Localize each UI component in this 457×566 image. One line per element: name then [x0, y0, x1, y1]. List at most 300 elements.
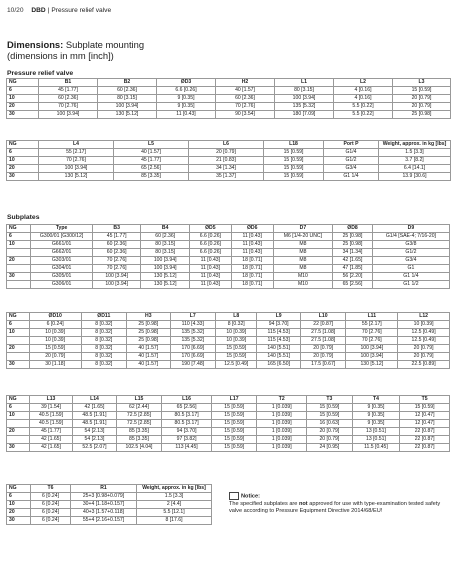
table-cell: 11 [0.43] [189, 273, 231, 281]
table-cell: 24 [0.95] [307, 444, 353, 452]
table-cell: G1 1/4 [372, 273, 449, 281]
table-cell: 40 [1.57] [127, 345, 170, 353]
table-cell: 45 [1.77] [114, 157, 189, 165]
column-header: T2 [257, 396, 307, 404]
table-cell: 55 [2.17] [39, 149, 114, 157]
table-cell: 80 [3.15] [141, 241, 189, 249]
column-header: B1 [39, 79, 98, 87]
column-header: L14 [73, 396, 116, 404]
table-row [7, 241, 450, 249]
subplates-table-4 [6, 484, 212, 525]
table-cell: 13 [0.51] [352, 428, 400, 436]
table-cell: 15 [0.59] [211, 444, 257, 452]
table-cell: M10 [273, 281, 333, 289]
table-cell: 25 [0.98] [393, 111, 451, 119]
table-cell: 20 [0.79] [307, 436, 353, 444]
page-number: 10/20 [7, 7, 24, 14]
table-cell: G306/01 [31, 281, 93, 289]
table-cell: 100 [3.94] [275, 95, 334, 103]
table-cell: 10 [7, 241, 31, 249]
table-cell: 10 [7, 412, 30, 420]
column-header: B3 [92, 225, 140, 233]
subplates-table-1 [6, 224, 450, 289]
column-header: Weight, approx. in kg [lbs] [137, 485, 212, 493]
section-subplates: Subplates [7, 214, 40, 221]
table-row [7, 428, 450, 436]
table-cell: 80 [3.15] [98, 95, 157, 103]
table-cell: G1/4 [324, 149, 379, 157]
table-cell: 30 [7, 173, 39, 181]
table-cell: 6.6 [0.26] [189, 233, 231, 241]
table-cell: 1 [0.039] [257, 428, 307, 436]
column-header: Weight, approx. in kg [lbs] [379, 141, 451, 149]
column-header: T3 [307, 396, 353, 404]
table-cell: 20 [0.79] [398, 353, 450, 361]
table-row [7, 361, 450, 369]
table-row [7, 412, 450, 420]
table-cell: 11 [0.43] [189, 281, 231, 289]
table-cell: G662/01 [31, 249, 93, 257]
notice-title: Notice: [241, 493, 260, 500]
table-cell: 52.5 [2.07] [73, 444, 116, 452]
dimensions-heading [7, 40, 144, 61]
subplates-table-3 [6, 395, 450, 452]
table-cell: 22.5 [0.89] [398, 361, 450, 369]
column-header: L4 [39, 141, 114, 149]
table-cell: 22 [0.87] [400, 436, 450, 444]
column-header: L12 [398, 313, 450, 321]
doc-subtitle: Pressure relief valve [51, 7, 112, 14]
table-cell: 130 [5.12] [346, 361, 398, 369]
table-cell: 140 [5.51] [257, 345, 300, 353]
table-cell: M8 [273, 265, 333, 273]
table-cell: 1.5 [3.3] [379, 149, 451, 157]
table-row [7, 281, 450, 289]
table-cell: 100 [3.94] [141, 265, 189, 273]
column-header: NG [7, 225, 31, 233]
header-row [7, 485, 212, 493]
table-cell: 40+3 [1.57+0.118] [71, 509, 137, 517]
table-cell: 1 [0.039] [257, 404, 307, 412]
table-cell: 10 [7, 329, 30, 337]
table-row [7, 95, 451, 103]
table-cell: 12.5 [0.49] [216, 361, 257, 369]
table-cell: 85 [3.35] [116, 436, 162, 444]
table-cell: 135 [5.32] [170, 337, 216, 345]
table-cell: 180 [7.09] [275, 111, 334, 119]
column-header: H3 [127, 313, 170, 321]
table-cell: 6.6 [0.26] [157, 87, 216, 95]
column-header: R1 [71, 485, 137, 493]
table-cell: 72.5 [2.85] [116, 420, 162, 428]
table-cell: 70 [2.76] [346, 337, 398, 345]
table-cell: 8 [0.32] [81, 353, 127, 361]
table-cell: 20 [7, 428, 30, 436]
table-cell: 110 [4.33] [170, 321, 216, 329]
table-cell: 45 [1.77] [92, 233, 140, 241]
table-cell: 15 [0.59] [400, 404, 450, 412]
table-cell: 60 [2.36] [92, 249, 140, 257]
table-cell: 65 [2.56] [162, 404, 212, 412]
table-cell: G1 [372, 265, 449, 273]
column-header: Port P [324, 141, 379, 149]
table-cell: 15 [0.59] [216, 345, 257, 353]
table-cell: 10 [7, 157, 39, 165]
table-cell: 6 [7, 493, 31, 501]
table-row [7, 353, 450, 361]
table-cell: G3/4 [372, 257, 449, 265]
column-header: L15 [116, 396, 162, 404]
table-cell: G303/01 [31, 257, 93, 265]
table-cell: 40.5 [1.59] [29, 412, 72, 420]
column-header: L13 [29, 396, 72, 404]
table-cell: 10 [7, 501, 31, 509]
table-row [7, 345, 450, 353]
table-row [7, 420, 450, 428]
dimensions-label: Dimensions: [7, 39, 64, 50]
column-header: B4 [141, 225, 189, 233]
column-header: ØD11 [81, 313, 127, 321]
table-cell: 11 [0.43] [231, 249, 273, 257]
table-cell: 25 [0.98] [127, 329, 170, 337]
column-header: L5 [114, 141, 189, 149]
table-cell: 20 [7, 165, 39, 173]
column-header: L10 [300, 313, 346, 321]
table-cell: 70 [2.76] [92, 257, 140, 265]
table-cell [7, 337, 30, 345]
table-cell: 6 [0.24] [29, 321, 81, 329]
table-cell [7, 281, 31, 289]
table-cell: 97 [3.82] [162, 436, 212, 444]
column-header: T5 [400, 396, 450, 404]
table-cell: 27.5 [1.08] [300, 337, 346, 345]
table-cell: 102.5 [4.04] [116, 444, 162, 452]
column-header: ØD8 [333, 225, 373, 233]
column-header: L18 [264, 141, 324, 149]
table-cell: 20 [7, 257, 31, 265]
subplates-table-2 [6, 312, 450, 369]
table-cell: 18 [0.71] [231, 257, 273, 265]
table-row [7, 337, 450, 345]
table-cell: 10 [0.39] [29, 329, 81, 337]
table-cell: 20 [0.79] [398, 345, 450, 353]
table-cell: 45 [1.77] [29, 428, 72, 436]
table-cell: 20 [7, 345, 30, 353]
table-cell: 9 [0.35] [157, 103, 216, 111]
table-cell: 15 [0.59] [211, 420, 257, 428]
column-header: D7 [273, 225, 333, 233]
table-cell: 72.5 [2.85] [116, 412, 162, 420]
table-cell: 60 [2.36] [98, 87, 157, 95]
table-cell: 54 [2.13] [73, 428, 116, 436]
table-cell: 70 [2.76] [39, 103, 98, 111]
table-cell: 40 [1.57] [216, 87, 275, 95]
table-cell: 90 [3.54] [216, 111, 275, 119]
table-cell: 55 [2.17] [346, 321, 398, 329]
table-cell: G1 1/4 [324, 173, 379, 181]
table-cell: 8 [0.32] [81, 361, 127, 369]
table-cell: 8 [0.32] [216, 321, 257, 329]
table-row [7, 265, 450, 273]
table-cell: 80.5 [3.17] [162, 420, 212, 428]
column-header: L9 [257, 313, 300, 321]
table-cell: 20 [0.79] [189, 149, 264, 157]
table-row [7, 517, 212, 525]
table-cell: G1 1/2 [372, 281, 449, 289]
column-header: H2 [216, 79, 275, 87]
table-cell: M8 [273, 257, 333, 265]
table-row [7, 329, 450, 337]
table-row [7, 444, 450, 452]
notice-text-1: The specified subplates are [229, 500, 299, 507]
table-cell: 10 [0.39] [398, 321, 450, 329]
table-cell: 20 [0.79] [29, 353, 81, 361]
table-cell: 12 [0.47] [400, 412, 450, 420]
table-cell: 30 [7, 517, 31, 525]
table-cell: 170 [6.69] [170, 345, 216, 353]
table-row [7, 173, 451, 181]
table-cell: M8 [273, 249, 333, 257]
table-cell: 135 [5.32] [170, 329, 216, 337]
table-cell: 34 [1.34] [189, 165, 264, 173]
table-cell: 27.5 [1.08] [300, 329, 346, 337]
table-cell: 12.5 [0.49] [398, 337, 450, 345]
header-row [7, 396, 450, 404]
table-cell: M6 [1/4-20 UNC] [273, 233, 333, 241]
info-icon [229, 492, 239, 500]
column-header: L17 [211, 396, 257, 404]
table-cell: 15 [0.59] [211, 404, 257, 412]
section-pressure-relief-valve: Pressure relief valve [7, 70, 74, 77]
table-cell: G1/4 [SAE-4; 7/16-20] [372, 233, 449, 241]
table-cell: 1 [0.039] [257, 412, 307, 420]
table-cell: 47 [1.85] [333, 265, 373, 273]
table-cell [7, 353, 30, 361]
table-cell: 30 [7, 444, 30, 452]
table-cell [7, 436, 30, 444]
column-header: L2 [334, 79, 393, 87]
table-cell: 1.5 [3.3] [137, 493, 212, 501]
header-row [7, 313, 450, 321]
table-cell: 100 [3.94] [98, 103, 157, 111]
doc-title: DBD [31, 7, 46, 14]
table-cell: 80.5 [3.17] [162, 412, 212, 420]
table-cell: 22 [0.87] [400, 444, 450, 452]
table-cell: 70 [2.76] [92, 265, 140, 273]
table-cell: 15 [0.59] [264, 165, 324, 173]
notice-box [229, 492, 449, 515]
table-cell: 6.4 [14.1] [379, 165, 451, 173]
notice-text-2: approved for use with type-examination tested safety valve according to Pressure Equipment Directive 2014/68/EU! [229, 500, 441, 514]
table-cell: 15 [0.59] [264, 173, 324, 181]
table-cell: 21 [0.83] [189, 157, 264, 165]
table-cell: 34 [1.34] [333, 249, 373, 257]
column-header: L6 [189, 141, 264, 149]
table-cell: 15 [0.59] [29, 345, 81, 353]
table-cell: 10 [7, 95, 39, 103]
table-cell: 70 [2.76] [346, 329, 398, 337]
column-header: ØD6 [231, 225, 273, 233]
table-cell: 70 [2.76] [39, 157, 114, 165]
table-cell: G304/01 [31, 265, 93, 273]
table-row [7, 321, 450, 329]
table-cell: M10 [273, 273, 333, 281]
table-cell: 42 [1.65] [333, 257, 373, 265]
table-cell: 70 [2.76] [216, 103, 275, 111]
table-row [7, 509, 212, 517]
table-cell: 6.6 [0.26] [189, 249, 231, 257]
table-cell: 60 [2.36] [141, 233, 189, 241]
table-cell: 5.5 [12.1] [137, 509, 212, 517]
column-header: NG [7, 141, 39, 149]
table-cell: 25 [0.98] [127, 337, 170, 345]
table-cell: 16 [0.63] [307, 420, 353, 428]
prv-dimensions-table-1 [6, 78, 451, 119]
table-cell: G300/01 [G300/12] [31, 233, 93, 241]
header-row [7, 79, 451, 87]
table-cell: 15 [0.59] [264, 157, 324, 165]
table-cell: 30 [1.18] [29, 361, 81, 369]
table-cell: 130 [5.12] [39, 173, 114, 181]
table-cell: 60 [2.36] [216, 95, 275, 103]
table-cell: 165 [6.50] [257, 361, 300, 369]
table-cell: 5.5 [0.22] [334, 111, 393, 119]
table-cell: 54 [2.13] [73, 436, 116, 444]
table-cell: 25 [0.98] [127, 321, 170, 329]
table-cell: 35 [1.37] [189, 173, 264, 181]
table-cell: 8 [0.32] [81, 321, 127, 329]
table-cell: G1/2 [324, 157, 379, 165]
table-cell: 20 [0.79] [393, 103, 451, 111]
table-cell: 11 [0.43] [157, 111, 216, 119]
table-cell: 9 [0.35] [352, 404, 400, 412]
table-cell [7, 265, 31, 273]
table-cell: G3/4 [324, 165, 379, 173]
table-cell: 20 [7, 103, 39, 111]
table-cell: 6 [7, 404, 30, 412]
column-header: T4 [352, 396, 400, 404]
table-cell: 20 [0.79] [307, 428, 353, 436]
table-cell: 45 [1.77] [39, 87, 98, 95]
table-row [7, 111, 451, 119]
table-cell: 8 [0.32] [81, 337, 127, 345]
column-header: L8 [216, 313, 257, 321]
dimensions-text: Subplate mounting [65, 39, 145, 50]
column-header: D9 [372, 225, 449, 233]
table-cell: 42 [1.65] [73, 404, 116, 412]
column-header: L3 [393, 79, 451, 87]
table-cell: 20 [7, 509, 31, 517]
table-cell: 11.5 [0.45] [352, 444, 400, 452]
table-cell: 40 [1.57] [127, 361, 170, 369]
table-row [7, 249, 450, 257]
column-header: T6 [31, 485, 71, 493]
table-cell: 8 [0.32] [81, 345, 127, 353]
table-cell: 15 [0.59] [264, 149, 324, 157]
table-row [7, 273, 450, 281]
table-cell: 94 [3.70] [162, 428, 212, 436]
table-cell: G1/2 [372, 249, 449, 257]
table-cell: 80 [3.15] [141, 249, 189, 257]
table-cell: 6 [7, 149, 39, 157]
table-cell: 40.5 [1.59] [29, 420, 72, 428]
table-row [7, 165, 451, 173]
table-cell: 100 [3.94] [39, 165, 114, 173]
table-cell: G661/01 [31, 241, 93, 249]
table-cell: 100 [3.94] [141, 257, 189, 265]
table-row [7, 103, 451, 111]
table-cell: 25+3 [0.98+0.079] [71, 493, 137, 501]
table-row [7, 436, 450, 444]
column-header: NG [7, 396, 30, 404]
table-cell: 4 [0.16] [334, 87, 393, 95]
table-cell: 11 [0.43] [231, 233, 273, 241]
table-cell: 4 [0.16] [334, 95, 393, 103]
table-cell: 170 [6.69] [170, 353, 216, 361]
table-cell: 100 [3.94] [346, 353, 398, 361]
table-cell: 100 [3.94] [92, 281, 140, 289]
table-cell: 18 [0.71] [231, 281, 273, 289]
table-row [7, 87, 451, 95]
table-cell: 20 [0.79] [393, 95, 451, 103]
table-cell: 48.5 [1.91] [73, 420, 116, 428]
table-cell: 1 [0.039] [257, 420, 307, 428]
column-header: B2 [98, 79, 157, 87]
column-header: L11 [346, 313, 398, 321]
column-header: NG [7, 313, 30, 321]
table-cell: 30 [7, 273, 31, 281]
table-cell: 10 [0.39] [216, 329, 257, 337]
table-cell: 12 [0.47] [400, 420, 450, 428]
table-cell: M8 [273, 241, 333, 249]
table-cell: 140 [5.51] [257, 353, 300, 361]
table-cell: 40 [1.57] [114, 149, 189, 157]
table-cell: 130 [5.12] [98, 111, 157, 119]
page-header [7, 7, 111, 14]
table-cell: 20 [0.79] [300, 345, 346, 353]
table-cell: 15 [0.59] [307, 412, 353, 420]
prv-dimensions-table-2 [6, 140, 451, 181]
table-row [7, 501, 212, 509]
table-cell: 130 [5.12] [141, 281, 189, 289]
table-cell: 40 [1.57] [127, 353, 170, 361]
title-separator: | [47, 7, 50, 14]
table-cell: 100 [3.94] [92, 273, 140, 281]
column-header: ØD5 [189, 225, 231, 233]
table-cell: 65 [2.56] [333, 281, 373, 289]
table-cell: 56 [2.20] [333, 273, 373, 281]
table-row [7, 257, 450, 265]
table-cell: 135 [5.32] [275, 103, 334, 111]
table-cell: 60 [2.36] [92, 241, 140, 249]
table-cell: 6 [0.24] [31, 509, 71, 517]
table-cell: 6 [7, 233, 31, 241]
column-header: Type [31, 225, 93, 233]
table-cell: 80 [3.15] [275, 87, 334, 95]
table-cell: 9 [0.35] [352, 420, 400, 428]
table-cell: 100 [3.94] [39, 111, 98, 119]
table-cell: 130 [5.12] [141, 273, 189, 281]
table-cell: 6.6 [0.26] [189, 241, 231, 249]
table-cell [7, 420, 30, 428]
table-cell: 15 [0.59] [211, 428, 257, 436]
table-row [7, 493, 212, 501]
column-header: L16 [162, 396, 212, 404]
table-cell: 22 [0.87] [400, 428, 450, 436]
table-cell: 18 [0.71] [231, 273, 273, 281]
table-cell: 100 [3.94] [346, 345, 398, 353]
table-cell: 3.7 [8.2] [379, 157, 451, 165]
